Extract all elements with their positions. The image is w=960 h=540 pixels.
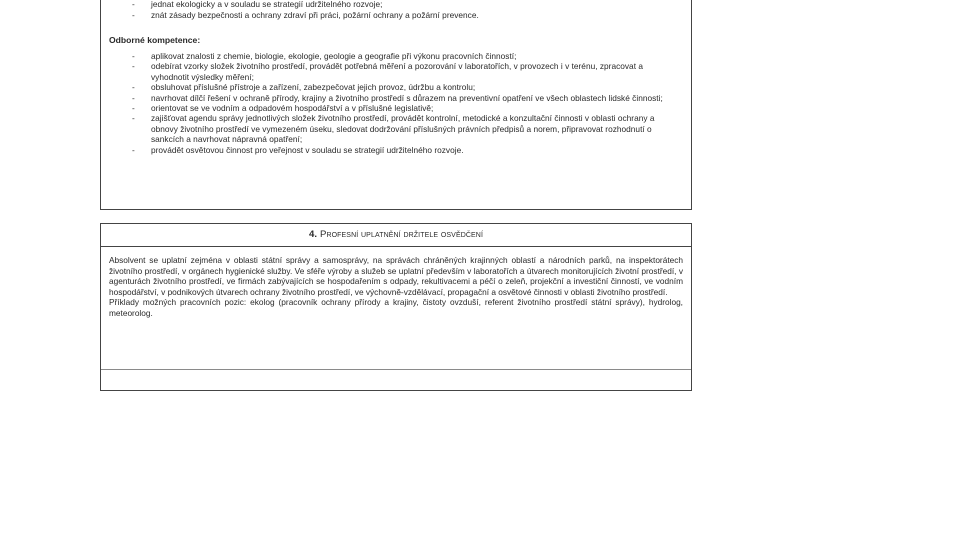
list-item [101,51,691,61]
list-item [101,113,691,144]
list-item-text: provádět osvětovou činnost pro veřejnost v souladu se strategií udržitelného rozvoje. [151,144,464,155]
list-item-text: orientovat se ve vodním a odpadovém hospodářství a v příslušné legislativě; [151,103,434,114]
section-number: 4. [308,229,318,240]
divider [101,369,691,370]
bullet-dash: - [132,51,135,61]
bullet-dash: - [132,61,135,72]
bullet-dash: - [132,82,135,93]
positions-paragraph: Příklady možných pracovních pozic: ekolog (pracovník ochrany přírody a krajiny, čistoty ovzduší, referent životního prostředí státní správy), hydrolog, meteorolog. [109,297,683,318]
bullet-dash: - [132,144,135,155]
bullet-dash: - [132,103,135,114]
list-item-text: zajišťovat agendu správy jednotlivých složek životního prostředí, provádět kontrolní, metodické a konzultační činnosti v oblasti ochrany a obnovy životního prostředí ve vymezeném úseku, sledovat dodržování příslušných právních předpisů a norem, připravovat rozhodnutí o sankcích a navrhovat nápravná opatření; [151,113,655,145]
bullet-dash: - [132,92,135,103]
career-paragraph: Absolvent se uplatní zejména v oblasti státní správy a samosprávy, na správách chráněných krajinných oblastí a národních parků, na inspektorátech životního prostředí, v orgánech hygienické služby. Ve sféře výroby a služeb se uplatní především v laboratořích a útvarech monitorujících životní prostředí, v agenturách životního prostředí, ve firmách zabývajících se hospodařením s odpady, rekultivacemi a péčí o zeleň, projekční a investiční činností, ve vodním hospodářství, v podnikových útvarech ochrany životního prostředí, ve výchovně-vzdělávací, propagační a osvětové činnosti v oblasti životního prostředí. [109,255,683,297]
list-item [101,0,691,10]
list-item-text: obsluhovat příslušné přístroje a zařízení, zabezpečovat jejich provoz, údržbu a kontrolu; [151,82,476,93]
list-item [101,145,691,155]
list-item [101,82,691,92]
bullet-dash: - [132,9,135,20]
list-item [101,10,691,20]
list-item-text: navrhovat dílčí řešení v ochraně přírody, krajiny a životního prostředí s důrazem na preventivní opatření ve všech oblastech lidské činnosti; [151,92,663,103]
section-title-text: Profesní uplatnění držitele osvědčení [319,229,483,240]
list-item-text: jednat ekologicky a v souladu se strategií udržitelného rozvoje; [151,0,383,10]
section-title [101,224,691,247]
list-item-text: znát zásady bezpečnosti a ochrany zdraví při práci, požární ochrany a požární prevence. [151,9,479,20]
bullet-dash: - [132,113,135,124]
list-item [101,61,691,82]
list-item-text: aplikovat znalosti z chemie, biologie, ekologie, geologie a geografie při výkonu pracovních činností; [151,51,517,61]
bullet-dash: - [132,0,135,10]
list-item-text: odebírat vzorky složek životního prostředí, provádět potřebná měření a pozorování v laboratořích, v provozech i v terénu, zpracovat a vyhodnotit výsledky měření; [151,61,643,82]
career-box [100,223,692,391]
list-item [101,103,691,113]
professional-competences-heading: Odborné kompetence: [109,35,201,45]
general-competences-list [101,0,691,20]
competences-box [100,0,692,210]
professional-competences-list [101,51,691,155]
list-item [101,93,691,103]
career-text [109,255,683,319]
